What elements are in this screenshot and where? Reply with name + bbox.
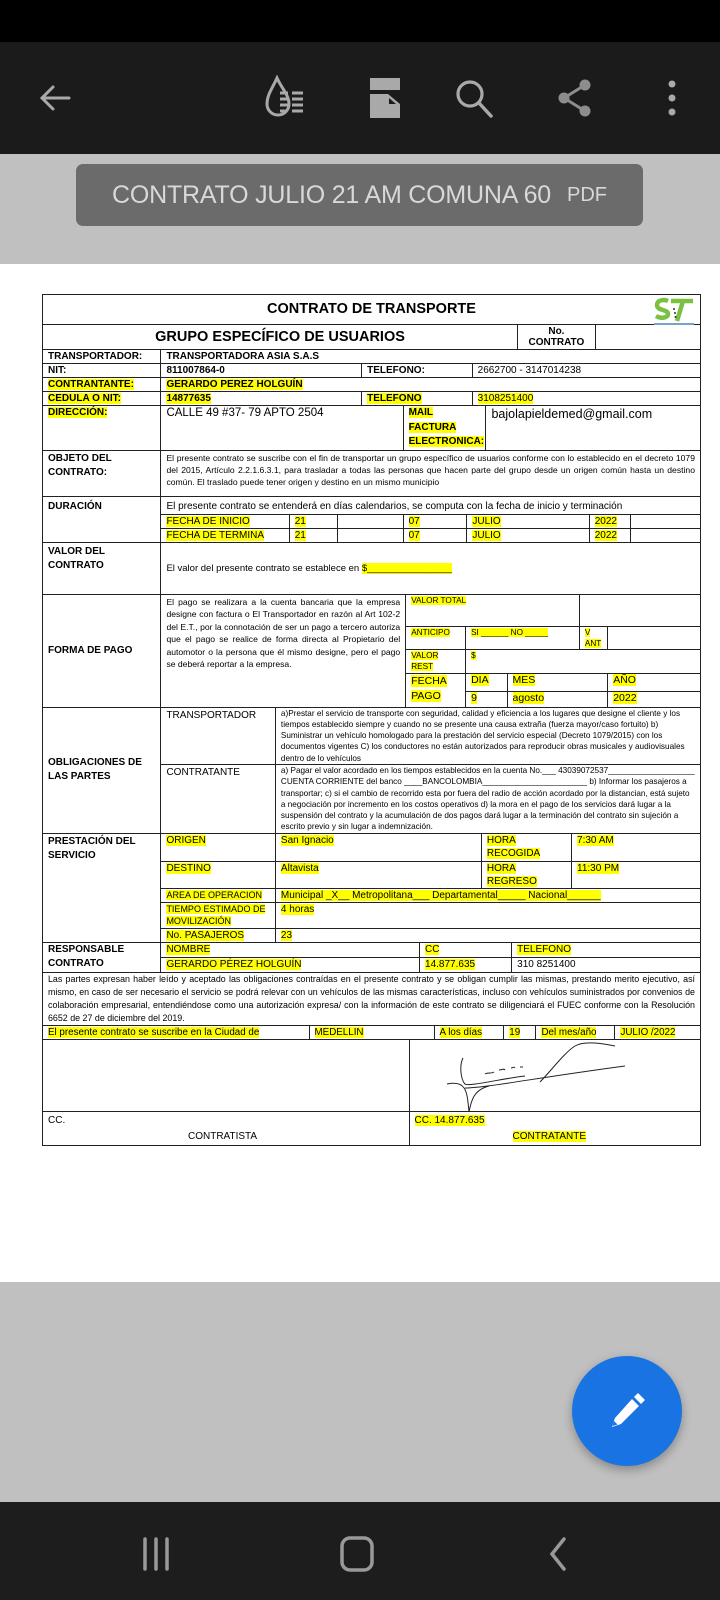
more-options-icon[interactable] — [646, 72, 698, 124]
anio-label: AÑO — [613, 673, 636, 686]
responsable-table — [42, 942, 701, 973]
mesanio-value: JULIO /2022 — [620, 1026, 676, 1038]
responsable-label: RESPONSABLE CONTRATO — [43, 942, 161, 972]
contratista-cell — [43, 1111, 410, 1145]
dias-label: A los días — [439, 1026, 482, 1038]
clausula-text: Las partes expresan haber leído y aceptado las obligaciones contraídas en el presente contrato y se obligan cumplir las mismas, prestando merito ejecutivo, así mismo, en caso de ser necesario el servicio se podrá relevar con un vehículos de las mismas características, incluso con vehículos suministrados por convenios de colaboración empresarial, entendiéndose como una autorización expresa/ con la información de este contrato se diligenciará el FUEC conforme con la Resolución 6652 de 27 de diciembre del 2019. — [43, 972, 701, 1025]
mail-value: bajolapieldemed@gmail.com — [486, 406, 701, 451]
ciudad-value: MEDELLIN — [314, 1026, 364, 1038]
pasajeros-label: No. PASAJEROS — [166, 929, 245, 941]
tiempo-value: 4 horas — [280, 903, 315, 915]
cedula-value: 14877635 — [166, 393, 211, 404]
signatures-table — [42, 1039, 701, 1146]
objeto-text: El presente contrato se suscribe con el fin de transportar un grupo específico de usuarios conforme con lo establecido en el decreto 1079 del 2015, Artículo 2.2.1.6.3.1, para trasladar a todas las personas que hacen parte del grupo desde un origen común hasta un destino común. El traslado puede tener origen y destino en un mismo municipio — [161, 450, 701, 496]
transportador-role: TRANSPORTADOR — [161, 707, 275, 764]
nit-value: 811007864-0 — [161, 364, 362, 378]
top-toolbar — [0, 42, 720, 154]
home-icon[interactable] — [327, 1534, 387, 1574]
telefono3-value: 310 8251400 — [512, 957, 701, 972]
share-icon[interactable] — [549, 72, 601, 124]
document-title-text: CONTRATO DE TRANSPORTE — [267, 301, 476, 317]
v-ant-value — [608, 626, 701, 649]
anticipo-value: SI ______ NO _____ — [471, 627, 549, 637]
parties-table — [42, 349, 701, 406]
objeto-label: OBJETO DEL CONTRATO: — [43, 450, 161, 496]
nombre-label: NOMBRE — [166, 943, 211, 955]
company-logo-icon — [652, 297, 696, 327]
ciudad-label: El presente contrato se suscribe en la Ciudad de — [48, 1026, 260, 1038]
cc-left: CC. — [48, 1114, 66, 1126]
direccion-value: CALLE 49 #37- 79 APTO 2504 — [161, 406, 403, 451]
contratista-signature-area — [43, 1039, 410, 1111]
fecha-termina-blank — [337, 528, 403, 542]
file-title-banner — [76, 164, 643, 226]
valor-text: El valor del presente contrato se establece en — [166, 562, 360, 574]
destino-label: DESTINO — [166, 862, 211, 874]
hora-regreso-value: 11:30 PM — [577, 862, 620, 874]
valor-rest-label: VALOR REST — [411, 650, 439, 671]
clausula-table — [42, 972, 701, 1026]
origen-value: San Ignacio — [280, 834, 334, 846]
forma-pago-label: FORMA DE PAGO — [43, 594, 161, 707]
dias-value: 19 — [509, 1026, 521, 1038]
direccion-label: DIRECCIÓN: — [48, 407, 108, 418]
valor-rest-value: $ — [471, 650, 476, 660]
title-band — [0, 154, 720, 264]
contratante-sign-label: CONTRATANTE — [512, 1130, 587, 1142]
no-contrato-label: No. CONTRATO — [518, 325, 596, 350]
fecha-pago-label: FECHA PAGO — [411, 674, 447, 702]
forma-pago-table — [42, 594, 701, 708]
edit-pencil-icon — [605, 1389, 649, 1433]
file-extension: PDF — [567, 183, 607, 206]
document-title — [43, 295, 701, 325]
valor-total-label: VALOR TOTAL — [411, 595, 467, 605]
contratante-label: CONTRANTANTE: — [48, 379, 134, 390]
cedula-label: CEDULA O NIT: — [48, 393, 121, 404]
ciudad-table — [42, 1025, 701, 1040]
search-icon[interactable] — [448, 72, 500, 124]
contract-document — [42, 294, 701, 1146]
prestacion-label: PRESTACIÓN DEL SERVICIO — [43, 833, 161, 942]
mesanio-label: Del mes/año — [541, 1026, 597, 1038]
obligaciones-label: OBLIGACIONES DE LAS PARTES — [43, 707, 161, 833]
fecha-termina-extra — [631, 528, 701, 542]
contratante-obligations: a) Pagar el valor acordado en los tiempos establecidos en la cuenta No.___ 43039072537___________________ CUENTA CORRIENTE del banco ____BANCOLOMBIA_______________________ b) Informar los pasajeros a transportar; c) si el cambio de recorrido esta por fuera del radio de acción acordado por la distancian, está sujeto a negociación por incremento en los costos operativos d) la mora en el pago de los servicios dará lugar a la suspensión del contrato y la acumulación de dos pagos dará lugar a la terminación del contrato sin sujeción a escrito previo y sin lugar a indemnización. — [275, 764, 700, 833]
subtitle-row — [42, 324, 701, 350]
fecha-termina-label: FECHA DE TERMINA — [166, 529, 265, 541]
status-bar — [0, 0, 720, 42]
contratante-value: GERARDO PEREZ HOLGUÍN — [166, 379, 303, 390]
transportador-obligations: a)Prestar el servicio de transporte con seguridad, calidad y eficiencia a los lugares que designe el cliente y los tiempos establecido siempre y cuando no se presente una causa extraña (fuerza mayor/caso fortuito) b) Suministrar un vehículo homologado para la prestación del servicio especial (Decreto 1079/2015) con los documentos vigentes C) los conductores no están autorizados para reproducir obras musicales y audiovisuales dentro de lo vehículos — [275, 707, 700, 764]
telefono2-value: 3108251400 — [477, 393, 534, 404]
transportador-value: TRANSPORTADORA ASIA S.A.S — [161, 350, 701, 364]
contratante-cell — [409, 1111, 701, 1145]
cc-value: 14.877.635 — [425, 958, 476, 970]
contract-header — [42, 294, 701, 325]
transportador-label: TRANSPORTADOR: — [43, 350, 161, 364]
hora-regreso-label: HORA REGRESO — [486, 862, 537, 887]
mes-value: agosto — [512, 691, 545, 704]
fecha-inicio-label: FECHA DE INICIO — [166, 515, 250, 527]
valor-total-value — [579, 594, 700, 626]
fecha-inicio-month: JULIO — [472, 515, 501, 527]
dia-value: 9 — [471, 691, 477, 704]
duracion-label: DURACIÓN — [43, 496, 161, 542]
area-value: Municipal _X__ Metropolitana___ Departamental_____ Nacional______ — [280, 889, 601, 901]
anio-value: 2022 — [613, 691, 637, 704]
valor-cell — [161, 542, 701, 594]
forma-pago-text: El pago se realizara a la cuenta bancaria que la empresa designe con factura o El Transportador en razón al Art 102-2 del E.T., por la connotación de ser un pago a tercero autoriza que el pago se realice de forma directa al Propietario del automotor o la persona que él mismo designe, pero el pago se deberá reportar a la empresa. — [161, 594, 406, 707]
fecha-inicio-month-num: 07 — [408, 515, 420, 527]
edit-fab-button[interactable] — [572, 1356, 682, 1466]
back-arrow-icon[interactable] — [29, 72, 81, 124]
telefono-label: TELEFONO: — [362, 364, 473, 378]
file-name: CONTRATO JULIO 21 AM COMUNA 60 — [111, 180, 551, 209]
anticipo-label: ANTICIPO — [411, 627, 450, 637]
fecha-inicio-extra — [631, 514, 701, 528]
fecha-termina-year: 2022 — [594, 529, 617, 541]
hora-recogida-value: 7:30 AM — [577, 834, 614, 846]
cc-right: CC. 14.877.635 — [414, 1114, 485, 1126]
address-table — [42, 405, 701, 451]
fecha-termina-month-num: 07 — [408, 529, 420, 541]
origen-label: ORIGEN — [166, 834, 206, 846]
contratista-label: CONTRATISTA — [188, 1130, 258, 1142]
objeto-table — [42, 450, 701, 497]
pasajeros-value: 23 — [280, 929, 293, 941]
telefono3-label: TELEFONO — [517, 943, 572, 955]
contratante-role: CONTRATANTE — [161, 764, 275, 833]
duracion-text: El presente contrato se entenderá en días calendarios, se computa con la fecha de inicio y terminación — [161, 496, 701, 514]
signature-icon — [425, 1040, 625, 1112]
system-nav-bar — [0, 1502, 720, 1600]
fecha-inicio-blank — [337, 514, 403, 528]
valor-label: VALOR DEL CONTRATO — [43, 542, 161, 594]
destino-value: Altavista — [280, 862, 319, 874]
mail-label: MAIL FACTURA ELECTRONICA: — [408, 407, 485, 447]
contratante-signature-area — [409, 1039, 701, 1111]
reading-mode-icon[interactable] — [262, 72, 314, 124]
recent-apps-icon[interactable] — [126, 1534, 186, 1574]
nombre-value: GERARDO PÉREZ HOLGUÍN — [166, 958, 302, 970]
fecha-termina-month: JULIO — [472, 529, 501, 541]
v-ant-label: V ANT — [584, 627, 602, 648]
nav-back-icon[interactable] — [528, 1534, 588, 1574]
telefono2-label: TELEFONO — [367, 393, 422, 404]
obligaciones-table — [42, 707, 701, 834]
fecha-termina-day: 21 — [294, 529, 306, 541]
nit-label: NIT: — [43, 364, 161, 378]
fecha-inicio-year: 2022 — [594, 515, 617, 527]
tiempo-label: TIEMPO ESTIMADO DE MOVILIZACIÓN — [166, 903, 266, 927]
duracion-table — [42, 496, 701, 543]
dia-label: DIA — [471, 673, 489, 686]
pdf-page[interactable] — [0, 264, 720, 1282]
valor-value: $________________ — [361, 562, 452, 574]
page-layout-icon[interactable] — [359, 72, 411, 124]
no-contrato-value — [595, 325, 700, 350]
valor-table — [42, 542, 701, 595]
fecha-inicio-day: 21 — [294, 515, 306, 527]
document-subtitle: GRUPO ESPECÍFICO DE USUARIOS — [43, 325, 518, 350]
prestacion-table — [42, 833, 701, 943]
mes-label: MES — [512, 673, 536, 686]
telefono-value: 2662700 - 3147014238 — [472, 364, 700, 378]
area-label: AREA DE OPERACION — [166, 889, 262, 900]
cc-label: CC — [425, 943, 440, 955]
hora-recogida-label: HORA RECOGIDA — [486, 834, 541, 859]
